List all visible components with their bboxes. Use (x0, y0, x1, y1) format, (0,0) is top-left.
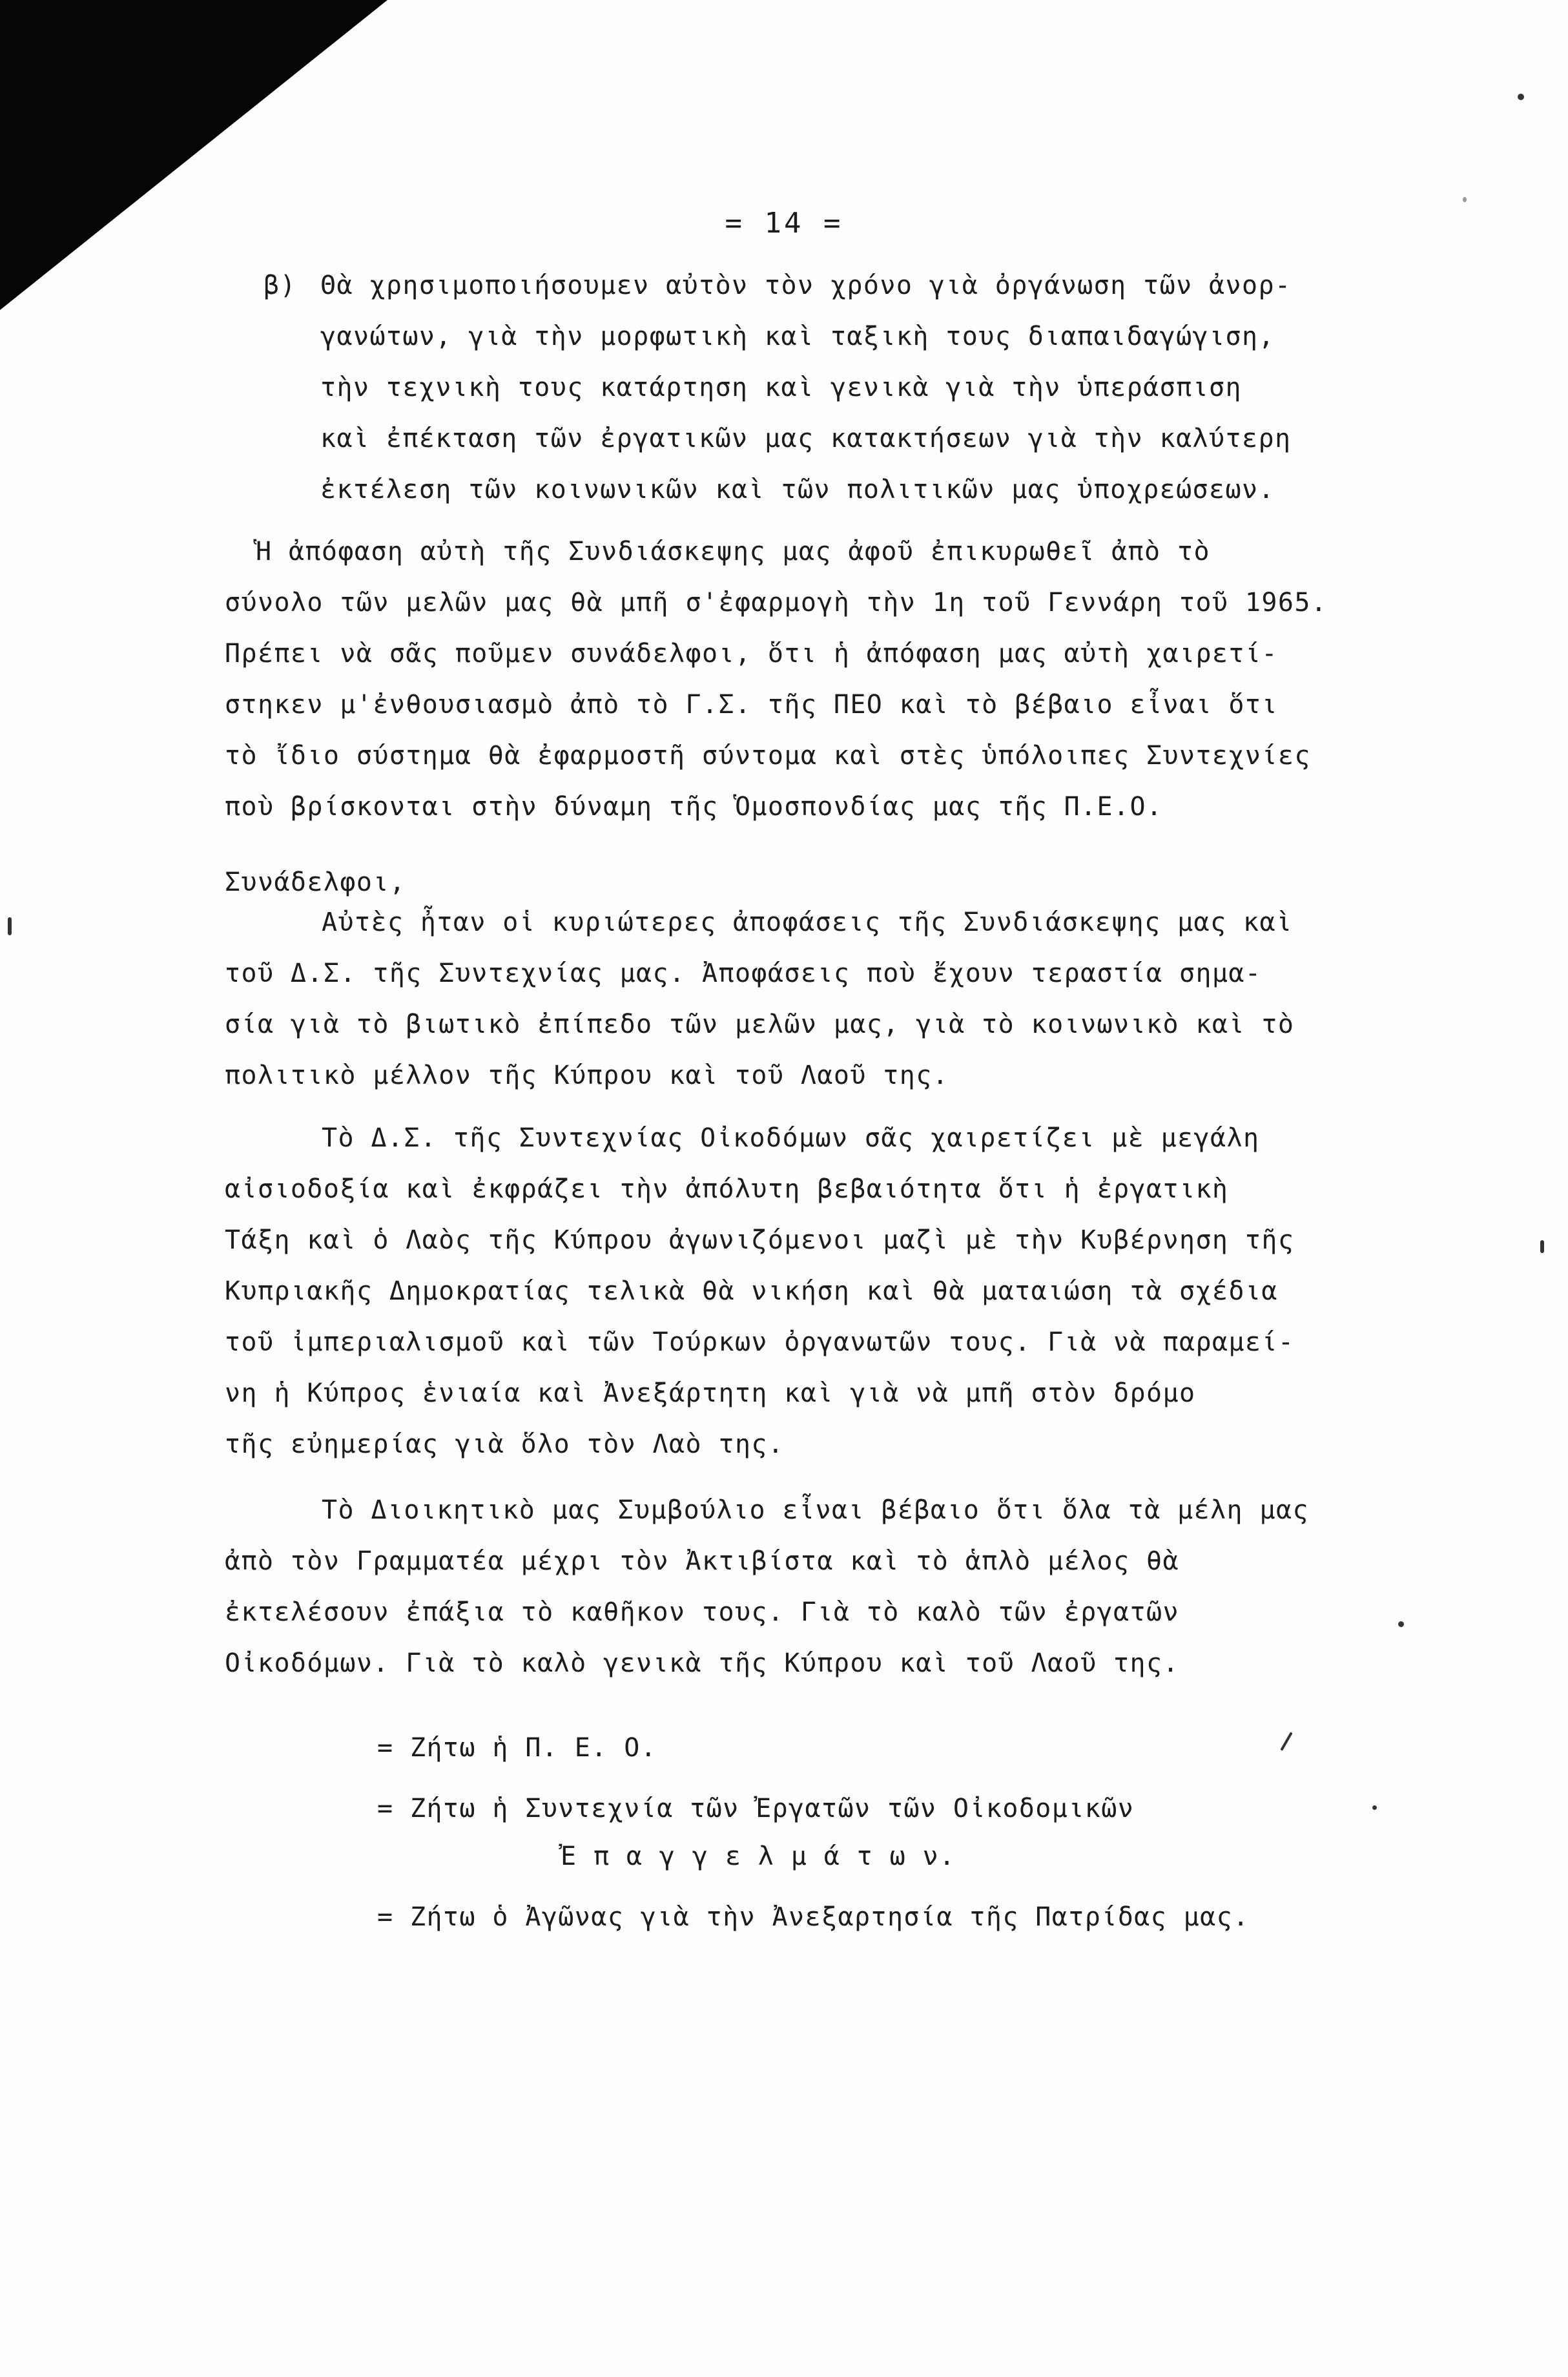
paragraph-line: Οἰκοδόμων. Γιὰ τὸ καλὸ γενικὰ τῆς Κύπρου καὶ τοῦ Λαοῦ της. (225, 1648, 1179, 1678)
scan-speck (8, 917, 12, 935)
item-b-line: ἐκτέλεση τῶν κοινωνικῶν καὶ τῶν πολιτικῶν μας ὑποχρεώσεων. (320, 475, 1275, 504)
item-b-line: Θὰ χρησιμοποιήσουμεν αὐτὸν τὸν χρόνο γιὰ ὀργάνωση τῶν ἀνορ- (320, 271, 1292, 300)
scan-speck (1372, 1805, 1377, 1810)
paragraph-line: Τάξη καὶ ὁ Λαὸς τῆς Κύπρου ἀγωνιζόμενοι μαζὶ μὲ τὴν Κυβέρνηση τῆς (225, 1225, 1295, 1255)
paragraph-line: τοῦ Δ.Σ. τῆς Συντεχνίας μας. Ἀποφάσεις ποὺ ἔχουν τεραστία σημα- (225, 959, 1262, 988)
paragraph-line: τῆς εὐημερίας γιὰ ὅλο τὸν Λαὸ της. (225, 1429, 785, 1459)
item-b-marker: β) (263, 271, 296, 300)
salutation: Συνάδελφοι, (225, 867, 406, 897)
page-number: = 14 = (725, 207, 843, 240)
scan-speck (1463, 197, 1467, 202)
slogan: = Ζήτω ἡ Συντεχνία τῶν Ἐργατῶν τῶν Οἰκοδομικῶν (377, 1794, 1135, 1823)
paragraph-line: ποὺ βρίσκονται στὴν δύναμη τῆς Ὁμοσπονδίας μας τῆς Π.Ε.Ο. (225, 792, 1163, 822)
paragraph-line: αἰσιοδοξία καὶ ἐκφράζει τὴν ἀπόλυτη βεβαιότητα ὅτι ἡ ἐργατικὴ (225, 1174, 1229, 1204)
slogan-continuation: Ἐ π α γ γ ε λ μ ά τ ω ν. (561, 1842, 956, 1871)
paragraph-line: σία γιὰ τὸ βιωτικὸ ἐπίπεδο τῶν μελῶν μας, γιὰ τὸ κοινωνικὸ καὶ τὸ (225, 1010, 1295, 1039)
scan-speck (1518, 94, 1524, 100)
paragraph-line: τὸ ἴδιο σύστημα θὰ ἐφαρμοστῆ σύντομα καὶ στὲς ὑπόλοιπες Συντεχνίες (225, 741, 1311, 771)
paragraph-line: Πρέπει νὰ σᾶς ποῦμεν συνάδελφοι, ὅτι ἡ ἀπόφαση μας αὐτὴ χαιρετί- (225, 639, 1278, 669)
paragraph-line: πολιτικὸ μέλλον τῆς Κύπρου καὶ τοῦ Λαοῦ της. (225, 1061, 949, 1090)
paragraph-line: στηκεν μ'ἐνθουσιασμὸ ἀπὸ τὸ Γ.Σ. τῆς ΠΕΟ καὶ τὸ βέβαιο εἶναι ὅτι (225, 690, 1278, 720)
scan-speck (1540, 1240, 1544, 1253)
scan-speck (1398, 1621, 1404, 1627)
paragraph-line: ἀπὸ τὸν Γραμματέα μέχρι τὸν Ἀκτιβίστα καὶ τὸ ἁπλὸ μέλος θὰ (225, 1546, 1179, 1576)
item-b-line: καὶ ἐπέκταση τῶν ἐργατικῶν μας κατακτήσεων γιὰ τὴν καλύτερη (320, 424, 1292, 453)
item-b-line: τὴν τεχνικὴ τους κατάρτηση καὶ γενικὰ γιὰ τὴν ὑπεράσπιση (320, 373, 1242, 402)
pen-mark (1280, 1732, 1292, 1751)
slogan: = Ζήτω ἡ Π. Ε. Ο. (377, 1733, 657, 1763)
paragraph-line: Τὸ Διοικητικὸ μας Συμβούλιο εἶναι βέβαιο ὅτι ὅλα τὰ μέλη μας (322, 1495, 1309, 1525)
paragraph-line: Τὸ Δ.Σ. τῆς Συντεχνίας Οἰκοδόμων σᾶς χαιρετίζει μὲ μεγάλη (322, 1123, 1260, 1153)
scan-corner-shadow (0, 0, 387, 310)
paragraph-line: τοῦ ἰμπεριαλισμοῦ καὶ τῶν Τούρκων ὀργανωτῶν τους. Γιὰ νὰ παραμεί- (225, 1327, 1295, 1357)
paragraph-line: ἐκτελέσουν ἐπάξια τὸ καθῆκον τους. Γιὰ τὸ καλὸ τῶν ἐργατῶν (225, 1597, 1179, 1627)
paragraph-line: νη ἡ Κύπρος ἑνιαία καὶ Ἀνεξάρτητη καὶ γιὰ νὰ μπῆ στὸν δρόμο (225, 1378, 1196, 1408)
paragraph-line: Ἡ ἀπόφαση αὐτὴ τῆς Συνδιάσκεψης μας ἀφοῦ ἐπικυρωθεῖ ἀπὸ τὸ (256, 537, 1210, 566)
paragraph-line: Αὐτὲς ἦταν οἱ κυριώτερες ἀποφάσεις τῆς Συνδιάσκεψης μας καὶ (322, 908, 1293, 937)
paragraph-line: Κυπριακῆς Δημοκρατίας τελικὰ θὰ νικήση καὶ θὰ ματαιώση τὰ σχέδια (225, 1276, 1278, 1306)
slogan: = Ζήτω ὁ Ἀγῶνας γιὰ τὴν Ἀνεξαρτησία τῆς Πατρίδας μας. (377, 1902, 1250, 1932)
item-b-line: γανώτων, γιὰ τὴν μορφωτικὴ καὶ ταξικὴ τους διαπαιδαγώγιση, (320, 322, 1275, 351)
paragraph-line: σύνολο τῶν μελῶν μας θὰ μπῆ σ'ἐφαρμογὴ τὴν 1η τοῦ Γεννάρη τοῦ 1965. (225, 588, 1328, 618)
